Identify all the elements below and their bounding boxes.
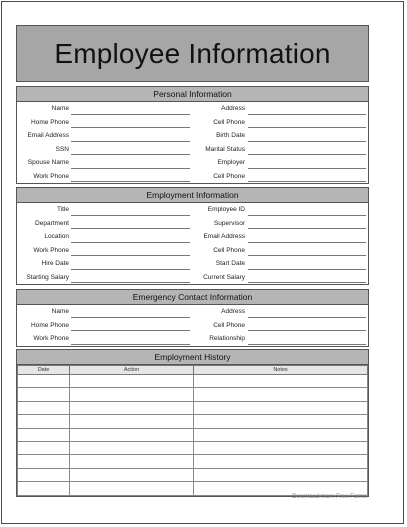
employment-information-section — [16, 187, 369, 285]
table-header-row — [18, 366, 368, 375]
column-header-action: Action — [70, 366, 194, 375]
field-label: Department — [35, 219, 69, 227]
field-label: Starting Salary — [26, 273, 69, 281]
field-input-line[interactable] — [71, 114, 190, 115]
field-label: Address — [221, 308, 245, 315]
field-label: Hire Date — [41, 260, 69, 267]
field-label: Cell Phone — [213, 246, 245, 254]
field-label: Location — [44, 233, 69, 240]
table-cell[interactable] — [194, 401, 368, 414]
field-label: Marital Status — [205, 145, 245, 153]
table-cell[interactable] — [194, 428, 368, 441]
table-cell[interactable] — [70, 375, 194, 388]
field-input-line[interactable] — [71, 141, 190, 142]
table-cell[interactable] — [194, 388, 368, 401]
form-row — [17, 129, 368, 143]
field-label: Employer — [217, 159, 245, 166]
table-row — [18, 401, 368, 414]
field-label: Cell Phone — [213, 172, 245, 180]
form-title-banner — [16, 25, 369, 82]
table-cell[interactable] — [70, 415, 194, 428]
form-row — [17, 170, 368, 184]
field-label: Work Phone — [33, 246, 69, 254]
form-row — [17, 319, 368, 333]
table-cell[interactable] — [18, 388, 70, 401]
table-cell[interactable] — [70, 401, 194, 414]
field-input-line[interactable] — [248, 154, 366, 155]
table-cell[interactable] — [194, 482, 368, 495]
form-row — [17, 156, 368, 170]
field-label: Relationship — [209, 335, 245, 342]
field-input-line[interactable] — [71, 127, 190, 128]
column-header-date: Date — [18, 366, 70, 375]
field-label: Work Phone — [33, 172, 69, 180]
table-cell[interactable] — [18, 482, 70, 495]
field-input-line[interactable] — [248, 168, 366, 169]
table-cell[interactable] — [194, 375, 368, 388]
table-cell[interactable] — [18, 415, 70, 428]
field-input-line[interactable] — [71, 330, 190, 331]
field-input-line[interactable] — [71, 154, 190, 155]
employment-history-table — [17, 365, 368, 496]
field-input-line[interactable] — [71, 215, 190, 216]
personal-fields — [17, 102, 368, 183]
field-label: Name — [51, 308, 69, 315]
field-input-line[interactable] — [248, 181, 366, 182]
table-row — [18, 468, 368, 481]
table-cell[interactable] — [194, 415, 368, 428]
table-cell[interactable] — [194, 468, 368, 481]
form-row — [17, 203, 368, 217]
field-label: Supervisor — [213, 219, 245, 227]
field-input-line[interactable] — [71, 242, 190, 243]
field-input-line[interactable] — [248, 127, 366, 128]
field-label: Title — [56, 206, 69, 213]
field-label: Work Phone — [33, 335, 69, 342]
employment-history-section — [16, 349, 369, 497]
form-row — [17, 257, 368, 271]
table-cell[interactable] — [70, 482, 194, 495]
field-label: Cell Phone — [213, 321, 245, 329]
table-row — [18, 428, 368, 441]
field-label: Start Date — [215, 260, 245, 267]
field-input-line[interactable] — [248, 228, 366, 229]
table-row — [18, 455, 368, 468]
field-label: Address — [221, 105, 245, 112]
table-cell[interactable] — [194, 441, 368, 454]
form-page — [1, 1, 404, 524]
table-cell[interactable] — [70, 388, 194, 401]
table-cell[interactable] — [194, 455, 368, 468]
table-row — [18, 388, 368, 401]
table-row — [18, 415, 368, 428]
field-input-line[interactable] — [248, 282, 366, 283]
table-cell[interactable] — [18, 401, 70, 414]
section-header: Emergency Contact Information — [17, 290, 368, 305]
form-row — [17, 102, 368, 116]
field-label: Email Address — [203, 233, 245, 240]
emergency-contact-section — [16, 289, 369, 347]
field-input-line[interactable] — [248, 344, 366, 345]
field-input-line[interactable] — [248, 114, 366, 115]
section-header: Employment History — [17, 350, 368, 365]
field-input-line[interactable] — [71, 344, 190, 345]
form-row — [17, 332, 368, 346]
personal-information-section — [16, 86, 369, 184]
table-cell[interactable] — [18, 428, 70, 441]
field-input-line[interactable] — [71, 317, 190, 318]
table-row — [18, 482, 368, 495]
field-input-line[interactable] — [71, 181, 190, 182]
field-input-line[interactable] — [71, 269, 190, 270]
table-cell[interactable] — [18, 468, 70, 481]
form-row — [17, 305, 368, 319]
field-input-line[interactable] — [71, 255, 190, 256]
form-title: Employee Information — [54, 37, 331, 69]
table-row — [18, 441, 368, 454]
field-label: Email Address — [27, 132, 69, 139]
field-input-line[interactable] — [248, 269, 366, 270]
field-input-line[interactable] — [248, 215, 366, 216]
field-label: Employee ID — [207, 206, 245, 213]
field-input-line[interactable] — [71, 282, 190, 283]
emergency-fields — [17, 305, 368, 346]
field-input-line[interactable] — [71, 228, 190, 229]
column-header-notes: Notes — [194, 366, 368, 375]
field-label: Cell Phone — [213, 118, 245, 126]
table-cell[interactable] — [70, 428, 194, 441]
table-cell[interactable] — [70, 468, 194, 481]
table-cell[interactable] — [18, 441, 70, 454]
field-input-line[interactable] — [248, 141, 366, 142]
section-header: Employment Information — [17, 188, 368, 203]
field-input-line[interactable] — [71, 168, 190, 169]
field-input-line[interactable] — [248, 317, 366, 318]
form-row — [17, 143, 368, 157]
field-input-line[interactable] — [248, 242, 366, 243]
form-row — [17, 271, 368, 285]
field-input-line[interactable] — [248, 255, 366, 256]
form-row — [17, 217, 368, 231]
field-label: Home Phone — [31, 118, 69, 126]
field-label: Current Salary — [203, 273, 245, 281]
table-cell[interactable] — [18, 375, 70, 388]
field-label: Spouse Name — [27, 159, 69, 166]
field-label: Home Phone — [31, 321, 69, 329]
form-row — [17, 116, 368, 130]
employment-fields — [17, 203, 368, 284]
field-label: Name — [51, 105, 69, 112]
footer-note: Download more Free Forms — [292, 494, 367, 500]
table-cell[interactable] — [70, 441, 194, 454]
table-cell[interactable] — [18, 455, 70, 468]
form-row — [17, 244, 368, 258]
field-input-line[interactable] — [248, 330, 366, 331]
form-row — [17, 230, 368, 244]
table-row — [18, 375, 368, 388]
field-label: Birth Date — [216, 132, 245, 139]
section-header: Personal Information — [17, 87, 368, 102]
field-label: SSN — [55, 145, 69, 153]
table-cell[interactable] — [70, 455, 194, 468]
